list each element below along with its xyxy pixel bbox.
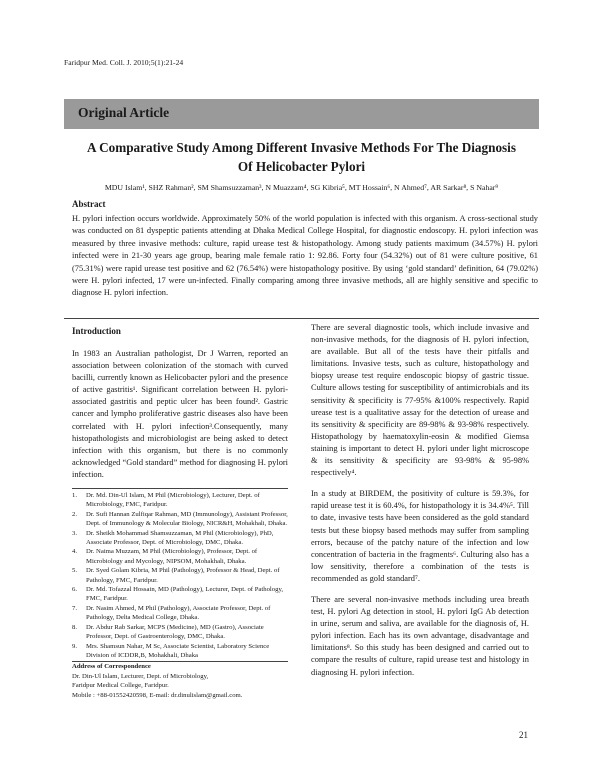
- footnote-text: Dr. Naima Muzzam, M Phil (Microbiology), Professor, Dept. of Microbiology and Mycology, NIPSOM, Mohakhali, Dhaka.: [86, 548, 258, 565]
- footnote-number: 1.: [72, 492, 78, 499]
- title-line-2: Of Helicobacter Pylori: [237, 159, 366, 174]
- correspondence-contact: Mobile : +88-01552420598, E-mail: dr.dinulislam@gmail.com.: [72, 691, 243, 699]
- footnote-number: 9.: [72, 642, 78, 650]
- footnote-item: [72, 547, 288, 566]
- section-label: Original Article: [78, 105, 170, 120]
- footnote-number: 7.: [72, 604, 78, 612]
- footnote-number: 2.: [72, 510, 78, 518]
- footnote-item: [72, 566, 288, 585]
- footnote-rule: [72, 488, 288, 489]
- footnote-number: 4.: [72, 548, 78, 556]
- footnote-item: [72, 604, 288, 623]
- body-paragraph-birdem-study: In a study at BIRDEM, the positivity of culture is 59.3%, for rapid urease test it is 60.4%, for histopathology it is 34.4%⁵. Till to date, invasive tests have been considered as the gold standard tests but these biopsy based methods may suffer from sampling errors, because of the patchy nature of the infection and low concentration of bacteria in the fragments⁶. Culturing also has a low sensitivity, therefore a combination of the tests is recommended as gold standard⁷.: [311, 489, 529, 583]
- correspondence-heading: Address of Correspondence: [72, 663, 151, 671]
- footnote-item: [72, 623, 288, 642]
- footnote-text: Dr. Md. Tofazzal Hossain, MD (Pathology), Lecturer, Dept. of Pathology, FMC, Faridpur.: [86, 586, 284, 603]
- right-column: [311, 322, 529, 688]
- left-column: [72, 326, 288, 490]
- correspondence-line: Faridpur Medical College, Faridpur.: [72, 682, 169, 690]
- footnote-item: [72, 585, 288, 604]
- footnote-text: Dr. Syed Golam Kibria, M Phil (Pathology), Professor & Head, Dept. of Pathology, FMC, Faridpur.: [86, 567, 280, 584]
- footnote-item: [72, 491, 288, 510]
- footnote-number: 5.: [72, 567, 78, 575]
- footnote-text: Dr. Sufi Hannan Zulfiqar Rahman, MD (Immunology), Assistant Professor, Dept. of Immunology & Molecular Biology, NICR&H, Mohakhali, Dhaka.: [86, 510, 288, 528]
- author-list: MDU Islam¹, SHZ Rahman², SM Shamsuzzaman³, N Muazzam⁴, SG Kibria⁵, MT Hossain⁶, N Ahmed⁷, AR Sarkar⁸, S Nahar⁹: [104, 183, 499, 192]
- author-affiliations: [72, 491, 288, 700]
- correspondence-line: Dr. Din-Ul Islam, Lecturer, Dept. of Microbiology,: [72, 672, 209, 680]
- footnote-number: 3.: [72, 529, 78, 537]
- introduction-heading: Introduction: [72, 326, 121, 336]
- section-banner: [64, 99, 539, 129]
- footnote-item: [72, 642, 288, 661]
- footnote-text: Dr. Sheikh Mohammad Shamsuzzaman, M Phil (Microbiology), PhD, Associate Professor, Dept. of Microbiology, DMC, Dhaka.: [86, 529, 274, 547]
- footnote-number: 6.: [72, 586, 78, 594]
- abstract-separator: [64, 318, 539, 319]
- page-number: 21: [519, 730, 528, 740]
- correspondence-block: [72, 662, 288, 700]
- article-title: [64, 138, 539, 176]
- footnote-text: Dr. Md. Din-Ul Islam, M Phil (Microbiology), Lecturer, Dept. of Microbiology, FMC, Faridpur.: [86, 492, 260, 509]
- abstract-heading: Abstract: [72, 199, 106, 209]
- title-line-1: A Comparative Study Among Different Invasive Methods For The Diagnosis: [87, 140, 516, 155]
- journal-reference: Faridpur Med. Coll. J. 2010;5(1):21-24: [64, 58, 184, 67]
- footnote-text: Dr. Abdur Rab Sarkar, MCPS (Medicine), MD (Gastro), Associate Professor, Dept. of Gastroenterology, DMC, Dhaka.: [86, 623, 264, 641]
- body-paragraph-diagnostic-tools: There are several diagnostic tools, which include invasive and non-invasive methods, for the diagnosis of H. pylori infection, are available. But all of the tests have their pitfalls and limitations. Invasive tests, such as culture, histopathology and biopsy urease test require endoscopic biopsy of gastric tissue. Culture allows testing for susceptibility of antimicrobials and its sensitivity & specificity is 77-95% &100% respectively. Rapid urease test is a qualitative assay for the detection of urease and its sensitivity & specificity are 89-98% & 93-98% respectively. Histopathology by haematoxylin-eosin & modified Giemsa staining is important to detect H. pylori under light microscope & its sensitivity & specificity are 93-98% & 95-98% respectively⁴.: [311, 323, 529, 478]
- footnote-item: [72, 529, 288, 548]
- abstract-text: H. pylori infection occurs worldwide. Approximately 50% of the world population is infected with this organism. A cross-sectional study was conducted on 81 dyspeptic patients attending at Dhaka Medical College Hospital, for diagnostic endoscopy. H. pylori infection was measured by three invasive methods: culture, rapid urease test & histopathology. Among study patients maximum (34.57%) H. pylori infected were in 21-30 years age group, bearing male female ratio 1: 92.86. Forty four (54.32%) out of 81 were culture positive, 61 (75.31%) were rapid urease test positive and 62 (76.54%) were histopathology positive. By using ‘gold standard’ definition, 64 (79.02%) were H. pylori infected, 17 were un-infected. Finally comparing among three invasive methods, all are highly sensitive and specific to diagnose H. pylori infection.: [72, 214, 538, 298]
- introduction-paragraph: In 1983 an Australian pathologist, Dr J Warren, reported an association between colonization of the stomach with curved bacilli, currently known as Helicobacter pylori and the presence of active gastritis¹. Significant correlation between H. pylori-associated gastritis and peptic ulcer has been found². Gastric cancer and lympho proliferative gastric diseases also have been correlated with H. pylori infection³.Consequently, many histopathologists and microbiologist are being asked to detect infection with this organism, but there is no commonly acknowledged “Gold standard” method for diagnosing H. pylori infection.: [72, 349, 288, 479]
- footnote-text: Dr. Nasim Ahmed, M Phil (Pathology), Associate Professor, Dept. of Pathology, Delta Medical College, Dhaka.: [86, 604, 271, 622]
- body-paragraph-non-invasive: There are several non-invasive methods including urea breath test, H. pylori Ag detection in stool, H. pylori IgG Ab detection in urine, serum and saliva, are available for the diagnosis of, H. pylori infection. Each has its own advantage, disadvantage and limitations⁸. So this study has been designed and carried out to compare the results of culture, rapid urease test and histology in diagnosing H. pylori infection.: [311, 594, 529, 677]
- footnote-text: Mrs. Shamsun Nahar, M Sc, Associate Scientist, Laboratory Science Division of ICDDR,B, Mohakhali, Dhaka: [86, 642, 270, 659]
- footnote-number: 8.: [72, 623, 78, 631]
- footnote-item: [72, 510, 288, 529]
